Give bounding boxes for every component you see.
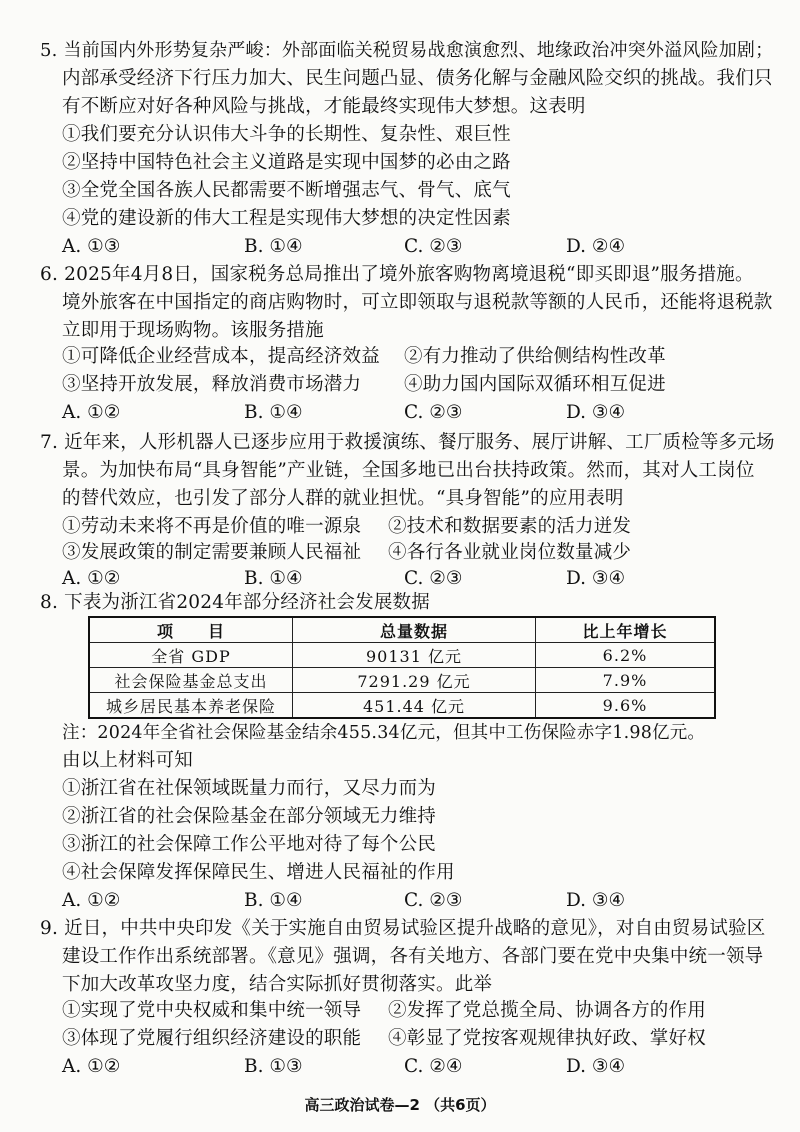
table-header-row: [89, 617, 715, 643]
table-cell: 7291.29 亿元: [293, 668, 536, 693]
q7-choice-a: A. ①②: [62, 568, 121, 589]
table-cell: 6.2%: [536, 643, 716, 668]
q8-item-4: ④社会保障发挥保障民生、增进人民福祉的作用: [62, 862, 455, 883]
q7-item-4: ④各行各业就业岗位数量减少: [388, 542, 632, 563]
table-cell: 城乡居民基本养老保险: [89, 693, 293, 719]
q9-choice-a: A. ①②: [62, 1056, 121, 1077]
q5-item-3: ③全党全国各族人民都需要不断增强志气、骨气、底气: [62, 180, 511, 201]
q6-choice-c: C. ②③: [404, 402, 463, 423]
q9-stem-line-2: 建设工作作出系统部署。《意见》强调，各有关地方、各部门要在党中央集中统一领导: [62, 946, 764, 967]
q5-choice-d: D. ②④: [566, 236, 626, 257]
q5-stem-line-2: 内部承受经济下行压力加大、民生问题凸显、债务化解与金融风险交织的挑战。我们只: [62, 68, 773, 89]
page-footer: 高三政治试卷—2 （共6页）: [304, 1096, 496, 1114]
q8-choice-b: B. ①④: [244, 890, 303, 911]
q5-item-1: ①我们要充分认识伟大斗争的长期性、复杂性、艰巨性: [62, 124, 511, 145]
q6-item-2: ②有力推动了供给侧结构性改革: [404, 346, 666, 367]
q5-stem-line-3: 有不断应对好各种风险与挑战，才能最终实现伟大梦想。这表明: [62, 96, 586, 117]
q8-choice-d: D. ③④: [566, 890, 626, 911]
table-cell: 90131 亿元: [293, 643, 536, 668]
table-cell: 社会保险基金总支出: [89, 668, 293, 693]
q7-item-2: ②技术和数据要素的活力迸发: [388, 516, 632, 537]
q5-choice-c: C. ②③: [404, 236, 463, 257]
q9-choice-c: C. ②④: [404, 1056, 463, 1077]
q8-lead: 由以上材料可知: [62, 750, 193, 771]
q6-choice-a: A. ①②: [62, 402, 121, 423]
q8-choice-c: C. ②③: [404, 890, 463, 911]
q5-item-2: ②坚持中国特色社会主义道路是实现中国梦的必由之路: [62, 152, 511, 173]
q7-item-3: ③发展政策的制定需要兼顾人民福祉: [62, 542, 362, 563]
q6-choice-b: B. ①④: [244, 402, 303, 423]
table-header: 比上年增长: [536, 617, 716, 643]
q9-item-1: ①实现了党中央权威和集中统一领导: [62, 1000, 362, 1021]
q9-item-2: ②发挥了党总揽全局、协调各方的作用: [388, 1000, 706, 1021]
q7-item-1: ①劳动未来将不再是价值的唯一源泉: [62, 516, 362, 537]
q6-stem-line-3: 立即用于现场购物。该服务措施: [62, 320, 324, 341]
q6-item-1: ①可降低企业经营成本，提高经济效益: [62, 346, 380, 367]
q5-choice-a: A. ①③: [62, 236, 121, 257]
q6-stem-line-1: 6. 2025年4月8日，国家税务总局推出了境外旅客购物离境退税“即买即退”服务措施。: [40, 264, 754, 285]
q8-item-1: ①浙江省在社保领域既量力而行，又尽力而为: [62, 778, 437, 799]
q8-stem: 8. 下表为浙江省2024年部分经济社会发展数据: [40, 592, 430, 613]
table-cell: 9.6%: [536, 693, 716, 719]
q9-choice-b: B. ①③: [244, 1056, 303, 1077]
table-header: 总量数据: [293, 617, 536, 643]
q8-data-table: [88, 616, 716, 719]
q7-stem-line-1: 7. 近年来，人形机器人已逐步应用于救援演练、餐厅服务、展厅讲解、工厂质检等多元场: [40, 432, 775, 453]
q7-choice-c: C. ②③: [404, 568, 463, 589]
q9-choice-d: D. ③④: [566, 1056, 626, 1077]
q5-item-4: ④党的建设新的伟大工程是实现伟大梦想的决定性因素: [62, 208, 511, 229]
table-row: [89, 668, 715, 693]
q7-choice-d: D. ③④: [566, 568, 626, 589]
q8-note: 注：2024年全省社会保险基金结余455.34亿元，但其中工伤保险赤字1.98亿元。: [62, 723, 706, 743]
q6-item-3: ③坚持开放发展，释放消费市场潜力: [62, 374, 362, 395]
q6-stem-line-2: 境外旅客在中国指定的商店购物时，可立即领取与退税款等额的人民币，还能将退税款: [62, 292, 773, 313]
q5-stem-line-1: 5. 当前国内外形势复杂严峻：外部面临关税贸易战愈演愈烈、地缘政治冲突外溢风险加剧；: [40, 40, 774, 61]
q7-choice-b: B. ①④: [244, 568, 303, 589]
table-cell: 451.44 亿元: [293, 693, 536, 719]
q9-stem-line-1: 9. 近日，中共中央印发《关于实施自由贸易试验区提升战略的意见》，对自由贸易试验区: [40, 918, 766, 939]
q7-stem-line-2: 景。为加快布局“具身智能”产业链，全国多地已出台扶持政策。然而，其对人工岗位: [62, 460, 755, 481]
q8-choice-a: A. ①②: [62, 890, 121, 911]
table-row: [89, 693, 715, 719]
q9-item-4: ④彰显了党按客观规律执好政、掌好权: [388, 1028, 706, 1049]
table-cell: 全省 GDP: [89, 643, 293, 668]
q9-item-3: ③体现了党履行组织经济建设的职能: [62, 1028, 362, 1049]
q6-choice-d: D. ③④: [566, 402, 626, 423]
q7-stem-line-3: 的替代效应，也引发了部分人群的就业担忧。“具身智能”的应用表明: [62, 488, 624, 509]
q6-item-4: ④助力国内国际双循环相互促进: [404, 374, 666, 395]
q8-item-2: ②浙江省的社会保险基金在部分领域无力维持: [62, 806, 437, 827]
table-row: [89, 643, 715, 668]
table-header: 项 目: [89, 617, 293, 643]
q8-item-3: ③浙江的社会保障工作公平地对待了每个公民: [62, 834, 437, 855]
q9-stem-line-3: 下加大改革攻坚力度，结合实际抓好贯彻落实。此举: [62, 974, 493, 995]
q5-choice-b: B. ①④: [244, 236, 303, 257]
table-cell: 7.9%: [536, 668, 716, 693]
